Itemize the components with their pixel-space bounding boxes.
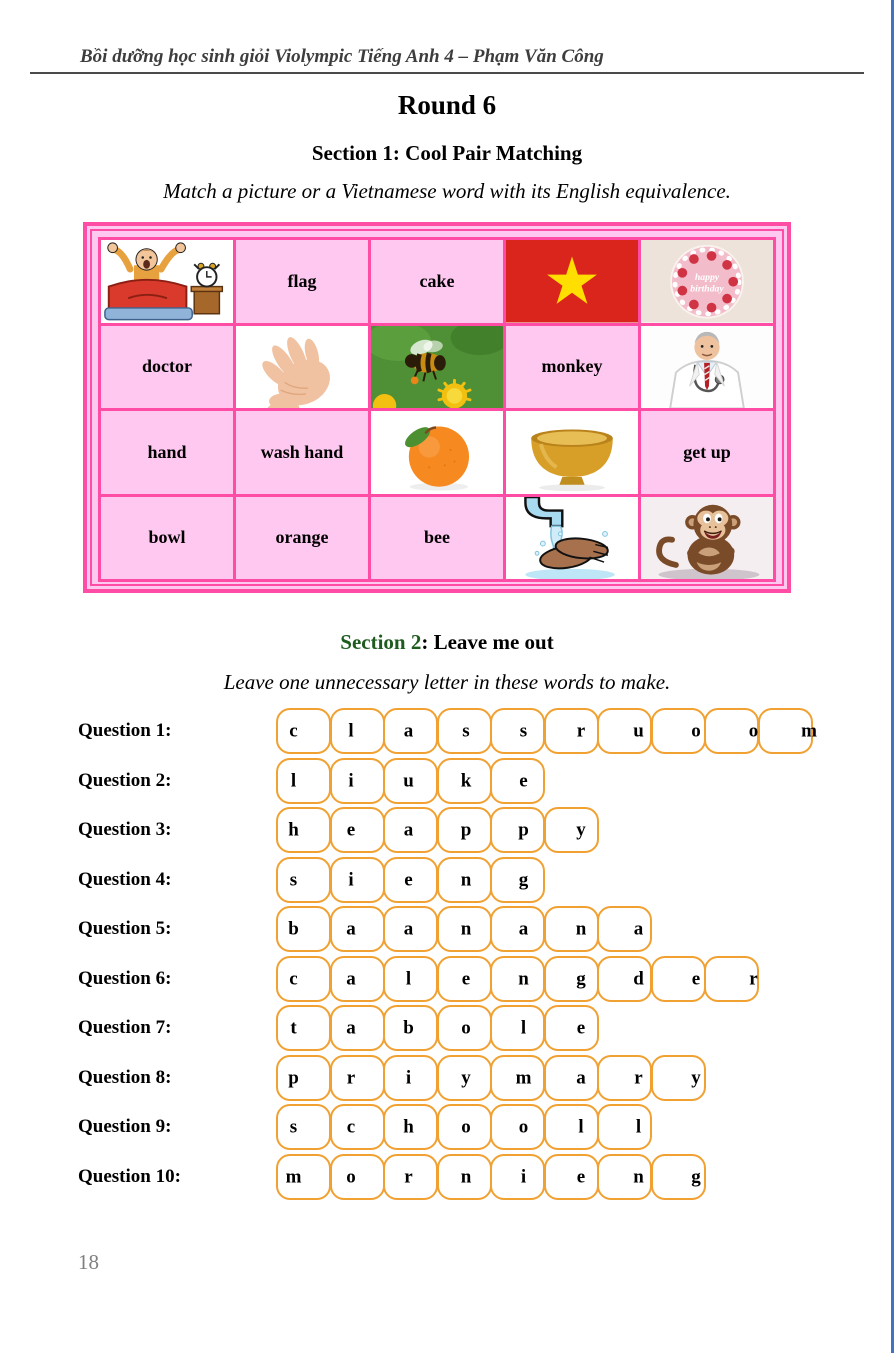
letter-tile: [704, 956, 759, 1002]
letter-tile: [437, 956, 492, 1002]
tile-letter: o: [518, 1116, 529, 1138]
tile-letter: m: [285, 1166, 302, 1187]
tile-letter: h: [403, 1116, 414, 1138]
tile-letter: e: [461, 968, 471, 989]
letter-tile: [597, 906, 652, 952]
tile-letter: s: [289, 869, 298, 890]
cell-wash-hands-cartoon: [505, 495, 640, 581]
tile-letter: l: [520, 1017, 527, 1039]
tile-letter: a: [346, 918, 356, 940]
letter-tiles: [276, 906, 651, 952]
tile-letter: s: [519, 720, 528, 742]
letter-tile: [490, 1055, 545, 1101]
tile-letter: i: [405, 1067, 412, 1088]
tile-letter: e: [346, 819, 356, 841]
page-header: Bồi dưỡng học sinh giỏi Violympic Tiếng Anh 4 – Phạm Văn Công: [80, 46, 604, 67]
letter-tile: [383, 906, 438, 952]
cell-doctor-photo: [640, 324, 775, 410]
section1-heading: Section 1: Cool Pair Matching: [311, 141, 583, 165]
tile-letter: l: [290, 770, 297, 791]
question-row: [0, 758, 894, 804]
word-cell-orange: orange: [235, 495, 370, 581]
letter-tile: [330, 758, 385, 804]
letter-tile: [597, 1104, 652, 1150]
question-label: Question 6:: [78, 967, 172, 989]
letter-tiles: [276, 807, 597, 853]
letter-tile: [276, 1104, 331, 1150]
letter-tiles: [276, 956, 758, 1002]
tile-letter: p: [518, 819, 529, 841]
letter-tile: [330, 1055, 385, 1101]
tile-letter: i: [348, 869, 354, 890]
question-row: [0, 807, 894, 853]
letter-tile: [490, 857, 545, 903]
tile-letter: u: [403, 770, 414, 791]
letter-tiles: [276, 1055, 704, 1101]
letter-tile: [276, 857, 331, 903]
tile-letter: c: [346, 1116, 356, 1138]
letter-tile: [437, 1005, 492, 1051]
tile-letter: e: [404, 869, 413, 890]
birthday-cake-icon: [641, 240, 773, 323]
grid-row: [100, 324, 775, 410]
letter-tile: [758, 708, 817, 754]
question-label: Question 3:: [78, 819, 172, 840]
tile-letter: e: [519, 770, 528, 791]
tile-letter: a: [576, 1067, 586, 1088]
letter-tile: [383, 1055, 438, 1101]
letter-tile: [330, 1104, 385, 1150]
tile-letter: a: [403, 720, 414, 742]
question-label: Question 9:: [78, 1116, 172, 1137]
tile-letter: l: [578, 1116, 584, 1138]
cell-monkey-cartoon: [640, 495, 775, 581]
letter-tile: [544, 807, 599, 853]
letter-tile: [490, 708, 545, 754]
tile-letter: e: [691, 968, 701, 989]
question-row: [0, 708, 894, 754]
letter-tile: [437, 1104, 492, 1150]
tile-letter: s: [462, 720, 470, 742]
tile-letter: a: [518, 918, 529, 940]
question-row: [0, 906, 894, 952]
word-cell-hand: hand: [100, 410, 235, 496]
section1-instruction: Match a picture or a Vietnamese word with its English equivalence.: [163, 179, 731, 203]
letter-tiles: [276, 708, 817, 754]
hand-photo-icon: [236, 326, 368, 409]
orange-photo-icon: [371, 411, 503, 494]
tile-letter: o: [691, 720, 701, 742]
tile-letter: g: [576, 968, 586, 989]
letter-tile: [651, 1055, 706, 1101]
question-row: [0, 956, 894, 1002]
letter-tiles: [276, 857, 544, 903]
question-label: Question 2:: [78, 769, 172, 791]
tile-letter: n: [460, 1166, 472, 1187]
letter-tile: [437, 857, 492, 903]
word-cell-monkey: monkey: [505, 324, 640, 410]
tile-letter: l: [405, 968, 412, 989]
header-divider: [30, 72, 864, 74]
tile-letter: t: [290, 1017, 297, 1039]
tile-letter: i: [520, 1166, 527, 1187]
grid-row: [100, 410, 775, 496]
letter-tile: [330, 956, 385, 1002]
page-number: 18: [78, 1250, 99, 1274]
tile-letter: a: [403, 918, 414, 940]
tile-letter: g: [518, 869, 529, 890]
grid-row: [100, 495, 775, 581]
tile-letter: n: [575, 918, 587, 940]
letter-tile: [544, 708, 599, 754]
question-label: Question 10:: [78, 1165, 181, 1187]
letter-tile: [330, 906, 385, 952]
letter-tile: [597, 956, 652, 1002]
letter-tile: [437, 1154, 492, 1200]
question-row: [0, 1154, 894, 1200]
tile-letter: y: [576, 819, 586, 841]
question-label: Question 7:: [78, 1017, 172, 1038]
section2-instruction: Leave one unnecessary letter in these words to make.: [223, 670, 671, 694]
tile-letter: y: [461, 1067, 471, 1088]
letter-tiles: [276, 1005, 597, 1051]
tile-letter: a: [403, 819, 414, 841]
doctor-photo-icon: [641, 326, 773, 409]
tile-letter: r: [404, 1166, 413, 1187]
letter-tile: [330, 1154, 385, 1200]
tile-letter: p: [460, 819, 472, 841]
letter-tile: [276, 807, 331, 853]
tile-letter: e: [576, 1017, 586, 1039]
letter-tile: [330, 708, 385, 754]
cell-orange-photo: [370, 410, 505, 496]
tile-letter: n: [460, 869, 472, 890]
matching-table-inner: [90, 229, 784, 586]
section2-heading-number: Section 2: [340, 630, 422, 654]
letter-tile: [330, 1005, 385, 1051]
grid-row: [100, 239, 775, 325]
tile-letter: o: [748, 720, 759, 742]
tile-letter: c: [289, 720, 298, 742]
cell-hand-photo: [235, 324, 370, 410]
tile-letter: n: [633, 1166, 644, 1187]
tile-letter: b: [288, 918, 299, 940]
word-cell-wash-hand: wash hand: [235, 410, 370, 496]
question-row: [0, 1005, 894, 1051]
tile-letter: n: [460, 918, 472, 940]
letter-tile: [544, 906, 599, 952]
letter-tile: [276, 708, 331, 754]
letter-tile: [490, 906, 545, 952]
letter-tile: [276, 956, 331, 1002]
monkey-cartoon-icon: [641, 497, 773, 580]
tile-letter: r: [576, 720, 586, 742]
question-row: [0, 1104, 894, 1150]
letter-tile: [651, 956, 706, 1002]
tile-letter: m: [801, 720, 817, 742]
svg-text:happy: happy: [694, 271, 720, 283]
bee-photo-icon: [371, 326, 503, 409]
question-label: Question 1:: [78, 720, 172, 741]
cell-get-up-cartoon: [100, 239, 235, 325]
tile-letter: g: [691, 1166, 701, 1187]
letter-tile: [383, 956, 438, 1002]
letter-tile: [383, 1005, 438, 1051]
round-title: Round 6: [397, 90, 497, 120]
matching-grid-body: [100, 239, 775, 581]
letter-tile: [383, 758, 438, 804]
tile-letter: l: [348, 720, 354, 742]
question-row: [0, 857, 894, 903]
cell-birthday-cake: [640, 239, 775, 325]
letter-tiles: [276, 1154, 704, 1200]
question-row: [0, 1055, 894, 1101]
letter-tile: [383, 1154, 438, 1200]
word-cell-bee: bee: [370, 495, 505, 581]
tile-letter: o: [461, 1017, 471, 1039]
tile-letter: d: [633, 968, 644, 989]
tile-letter: y: [691, 1067, 701, 1088]
get-up-cartoon-icon: [101, 240, 233, 323]
letter-tile: [437, 1055, 492, 1101]
letter-tile: [490, 758, 545, 804]
letter-tile: [437, 708, 492, 754]
letter-tile: [276, 906, 331, 952]
letter-tile: [651, 1154, 706, 1200]
word-cell-get-up: get up: [640, 410, 775, 496]
letter-tile: [490, 1005, 545, 1051]
letter-tiles: [276, 758, 544, 804]
cell-bowl-photo: [505, 410, 640, 496]
tile-letter: n: [518, 968, 529, 989]
letter-tile: [383, 1104, 438, 1150]
tile-letter: r: [749, 968, 758, 989]
letter-tile: [490, 956, 545, 1002]
letter-tile: [383, 708, 438, 754]
tile-letter: c: [289, 968, 298, 989]
question-label: Question 5:: [78, 918, 172, 939]
letter-tile: [437, 758, 492, 804]
section2-heading-text: : Leave me out: [421, 630, 554, 654]
letter-tile: [651, 708, 706, 754]
question-label: Question 8:: [78, 1066, 172, 1088]
cell-vietnam-flag: [505, 239, 640, 325]
word-cell-cake: cake: [370, 239, 505, 325]
bowl-photo-icon: [506, 411, 638, 494]
letter-tile: [597, 1154, 652, 1200]
tile-letter: a: [633, 918, 644, 940]
letter-tile: [437, 807, 492, 853]
letter-tile: [490, 1104, 545, 1150]
tile-letter: a: [346, 1017, 356, 1039]
tile-letter: r: [346, 1067, 356, 1088]
tile-letter: o: [461, 1116, 471, 1138]
tile-letter: l: [635, 1116, 642, 1138]
letter-tile: [544, 1005, 599, 1051]
tile-letter: s: [289, 1116, 298, 1138]
letter-tile: [276, 1154, 331, 1200]
letter-tile: [597, 1055, 652, 1101]
word-cell-doctor: doctor: [100, 324, 235, 410]
tile-letter: h: [288, 819, 299, 841]
letter-tile: [544, 1055, 599, 1101]
letter-tile: [276, 1055, 331, 1101]
questions-list: [0, 708, 894, 1203]
tile-letter: r: [634, 1067, 643, 1088]
letter-tile: [383, 857, 438, 903]
section2-heading: [0, 630, 894, 655]
letter-tile: [276, 758, 331, 804]
letter-tile: [704, 708, 759, 754]
tile-letter: a: [346, 968, 356, 989]
cell-bee-photo: [370, 324, 505, 410]
letter-tile: [437, 906, 492, 952]
svg-text:birthday: birthday: [690, 283, 724, 295]
question-label: Question 4:: [78, 868, 172, 890]
letter-tile: [383, 807, 438, 853]
tile-letter: o: [346, 1166, 356, 1187]
vietnam-flag-icon: [506, 240, 638, 323]
matching-table: [83, 222, 791, 593]
letter-tile: [544, 1104, 599, 1150]
letter-tile: [544, 1154, 599, 1200]
wash-hands-cartoon-icon: [506, 497, 638, 580]
tile-letter: m: [515, 1067, 532, 1088]
tile-letter: u: [633, 720, 644, 742]
tile-letter: p: [288, 1067, 299, 1088]
tile-letter: i: [348, 770, 354, 791]
letter-tile: [330, 857, 385, 903]
letter-tile: [597, 708, 652, 754]
letter-tile: [490, 1154, 545, 1200]
letter-tiles: [276, 1104, 651, 1150]
letter-tile: [330, 807, 385, 853]
word-cell-bowl: bowl: [100, 495, 235, 581]
tile-letter: b: [403, 1017, 414, 1039]
letter-tile: [490, 807, 545, 853]
letter-tile: [276, 1005, 331, 1051]
word-cell-flag: flag: [235, 239, 370, 325]
tile-letter: k: [460, 770, 472, 791]
letter-tile: [544, 956, 599, 1002]
tile-letter: e: [576, 1166, 586, 1187]
